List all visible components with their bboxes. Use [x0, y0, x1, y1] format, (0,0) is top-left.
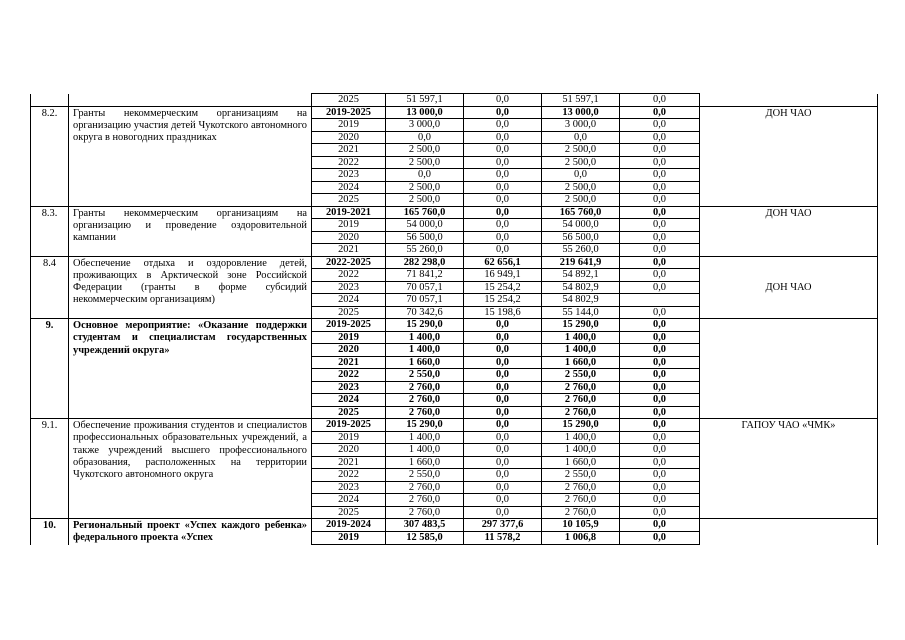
total-cell: 2 500,0	[386, 156, 464, 169]
federal-budget-cell: 0,0	[464, 156, 542, 169]
district-budget-cell: 0,0	[542, 131, 620, 144]
executor-cell: ДОН ЧАО	[700, 256, 878, 319]
year-cell: 2019	[312, 532, 386, 545]
total-cell: 2 760,0	[386, 406, 464, 419]
district-budget-cell: 1 400,0	[542, 444, 620, 457]
year-cell: 2022	[312, 156, 386, 169]
table-row	[31, 256, 878, 269]
total-cell: 1 400,0	[386, 444, 464, 457]
total-cell: 282 298,0	[386, 256, 464, 269]
federal-budget-cell: 0,0	[464, 131, 542, 144]
total-cell: 71 841,2	[386, 269, 464, 282]
federal-budget-cell: 0,0	[464, 244, 542, 257]
total-cell: 1 400,0	[386, 331, 464, 344]
district-budget-cell: 2 760,0	[542, 394, 620, 407]
total-cell: 2 500,0	[386, 194, 464, 207]
year-cell: 2022-2025	[312, 256, 386, 269]
item-number: 8.4	[31, 256, 69, 319]
year-cell: 2022	[312, 369, 386, 382]
district-budget-cell: 15 290,0	[542, 319, 620, 332]
item-description: Региональный проект «Успех каждого ребенка» федерального проекта «Успех	[69, 519, 312, 545]
district-budget-cell: 3 000,0	[542, 119, 620, 132]
other-sources-cell: 0,0	[620, 356, 700, 369]
executor-cell	[700, 94, 878, 107]
table-row	[31, 519, 878, 532]
year-cell: 2023	[312, 381, 386, 394]
year-cell: 2024	[312, 181, 386, 194]
year-cell: 2024	[312, 294, 386, 307]
district-budget-cell: 13 000,0	[542, 106, 620, 119]
federal-budget-cell: 0,0	[464, 144, 542, 157]
district-budget-cell: 2 550,0	[542, 469, 620, 482]
item-number: 10.	[31, 519, 69, 545]
federal-budget-cell: 62 656,1	[464, 256, 542, 269]
table-row	[31, 94, 878, 107]
other-sources-cell: 0,0	[620, 369, 700, 382]
other-sources-cell: 0,0	[620, 481, 700, 494]
other-sources-cell: 0,0	[620, 331, 700, 344]
federal-budget-cell: 0,0	[464, 481, 542, 494]
district-budget-cell: 2 760,0	[542, 494, 620, 507]
district-budget-cell: 1 660,0	[542, 456, 620, 469]
district-budget-cell: 219 641,9	[542, 256, 620, 269]
executor-cell	[700, 519, 878, 545]
other-sources-cell: 0,0	[620, 469, 700, 482]
federal-budget-cell: 0,0	[464, 444, 542, 457]
federal-budget-cell: 0,0	[464, 506, 542, 519]
district-budget-cell: 165 760,0	[542, 206, 620, 219]
district-budget-cell: 54 000,0	[542, 219, 620, 232]
total-cell: 0,0	[386, 169, 464, 182]
total-cell: 2 760,0	[386, 506, 464, 519]
other-sources-cell: 0,0	[620, 156, 700, 169]
federal-budget-cell: 0,0	[464, 94, 542, 107]
other-sources-cell: 0,0	[620, 419, 700, 432]
other-sources-cell	[620, 294, 700, 307]
other-sources-cell: 0,0	[620, 206, 700, 219]
total-cell: 165 760,0	[386, 206, 464, 219]
year-cell: 2025	[312, 94, 386, 107]
total-cell: 1 400,0	[386, 431, 464, 444]
federal-budget-cell: 0,0	[464, 344, 542, 357]
district-budget-cell: 54 892,1	[542, 269, 620, 282]
federal-budget-cell: 0,0	[464, 369, 542, 382]
other-sources-cell: 0,0	[620, 119, 700, 132]
total-cell: 2 500,0	[386, 181, 464, 194]
district-budget-cell: 2 760,0	[542, 481, 620, 494]
district-budget-cell: 2 500,0	[542, 194, 620, 207]
district-budget-cell: 2 760,0	[542, 406, 620, 419]
federal-budget-cell: 0,0	[464, 331, 542, 344]
executor-cell	[700, 319, 878, 419]
other-sources-cell: 0,0	[620, 319, 700, 332]
other-sources-cell: 0,0	[620, 219, 700, 232]
other-sources-cell: 0,0	[620, 244, 700, 257]
federal-budget-cell: 15 198,6	[464, 306, 542, 319]
total-cell: 1 660,0	[386, 456, 464, 469]
district-budget-cell: 54 802,9	[542, 281, 620, 294]
federal-budget-cell: 0,0	[464, 219, 542, 232]
total-cell: 2 550,0	[386, 469, 464, 482]
table-row	[31, 319, 878, 332]
year-cell: 2019	[312, 119, 386, 132]
other-sources-cell: 0,0	[620, 281, 700, 294]
item-number: 9.1.	[31, 419, 69, 519]
executor-cell: ДОН ЧАО	[700, 206, 878, 256]
year-cell: 2021	[312, 456, 386, 469]
total-cell: 70 342,6	[386, 306, 464, 319]
federal-budget-cell: 16 949,1	[464, 269, 542, 282]
other-sources-cell: 0,0	[620, 94, 700, 107]
total-cell: 70 057,1	[386, 281, 464, 294]
other-sources-cell: 0,0	[620, 144, 700, 157]
year-cell: 2019-2025	[312, 106, 386, 119]
federal-budget-cell: 0,0	[464, 469, 542, 482]
district-budget-cell: 0,0	[542, 169, 620, 182]
year-cell: 2019-2024	[312, 519, 386, 532]
item-number: 8.2.	[31, 106, 69, 206]
year-cell: 2019	[312, 431, 386, 444]
federal-budget-cell: 297 377,6	[464, 519, 542, 532]
federal-budget-cell: 0,0	[464, 169, 542, 182]
other-sources-cell: 0,0	[620, 532, 700, 545]
district-budget-cell: 2 760,0	[542, 381, 620, 394]
year-cell: 2022	[312, 469, 386, 482]
other-sources-cell: 0,0	[620, 519, 700, 532]
year-cell: 2019	[312, 331, 386, 344]
federal-budget-cell: 0,0	[464, 356, 542, 369]
year-cell: 2019-2025	[312, 319, 386, 332]
district-budget-cell: 2 500,0	[542, 181, 620, 194]
total-cell: 54 000,0	[386, 219, 464, 232]
district-budget-cell: 1 660,0	[542, 356, 620, 369]
federal-budget-cell: 0,0	[464, 456, 542, 469]
year-cell: 2023	[312, 169, 386, 182]
federal-budget-cell: 0,0	[464, 181, 542, 194]
other-sources-cell: 0,0	[620, 344, 700, 357]
district-budget-cell: 55 260,0	[542, 244, 620, 257]
federal-budget-cell: 0,0	[464, 319, 542, 332]
total-cell: 0,0	[386, 131, 464, 144]
year-cell: 2021	[312, 144, 386, 157]
district-budget-cell: 2 500,0	[542, 156, 620, 169]
year-cell: 2023	[312, 481, 386, 494]
district-budget-cell: 51 597,1	[542, 94, 620, 107]
federal-budget-cell: 0,0	[464, 381, 542, 394]
year-cell: 2020	[312, 131, 386, 144]
item-number: 9.	[31, 319, 69, 419]
federal-budget-cell: 0,0	[464, 119, 542, 132]
other-sources-cell: 0,0	[620, 269, 700, 282]
year-cell: 2025	[312, 406, 386, 419]
other-sources-cell: 0,0	[620, 181, 700, 194]
total-cell: 15 290,0	[386, 419, 464, 432]
total-cell: 2 760,0	[386, 481, 464, 494]
total-cell: 307 483,5	[386, 519, 464, 532]
federal-budget-cell: 0,0	[464, 106, 542, 119]
other-sources-cell: 0,0	[620, 431, 700, 444]
district-budget-cell: 2 760,0	[542, 506, 620, 519]
total-cell: 15 290,0	[386, 319, 464, 332]
total-cell: 51 597,1	[386, 94, 464, 107]
total-cell: 2 550,0	[386, 369, 464, 382]
total-cell: 3 000,0	[386, 119, 464, 132]
other-sources-cell: 0,0	[620, 394, 700, 407]
district-budget-cell: 55 144,0	[542, 306, 620, 319]
federal-budget-cell: 0,0	[464, 431, 542, 444]
total-cell: 2 760,0	[386, 381, 464, 394]
other-sources-cell: 0,0	[620, 506, 700, 519]
item-description: Гранты некоммерческим организациям на организацию и проведение оздоровительной кампании	[69, 206, 312, 256]
other-sources-cell: 0,0	[620, 231, 700, 244]
executor-cell: ГАПОУ ЧАО «ЧМК»	[700, 419, 878, 519]
district-budget-cell: 2 500,0	[542, 144, 620, 157]
federal-budget-cell: 0,0	[464, 206, 542, 219]
other-sources-cell: 0,0	[620, 406, 700, 419]
year-cell: 2024	[312, 394, 386, 407]
federal-budget-cell: 15 254,2	[464, 281, 542, 294]
district-budget-cell: 56 500,0	[542, 231, 620, 244]
table-row	[31, 419, 878, 432]
total-cell: 1 400,0	[386, 344, 464, 357]
federal-budget-cell: 0,0	[464, 494, 542, 507]
item-description: Обеспечение проживания студентов и специалистов профессиональных образовательных учреждений, а также учреждений высшего профессионального образования, расположенных на территории Чукотского автономного округа	[69, 419, 312, 519]
federal-budget-cell: 11 578,2	[464, 532, 542, 545]
table-row	[31, 206, 878, 219]
table-row	[31, 106, 878, 119]
other-sources-cell: 0,0	[620, 444, 700, 457]
district-budget-cell: 1 400,0	[542, 331, 620, 344]
year-cell: 2019-2025	[312, 419, 386, 432]
year-cell: 2020	[312, 231, 386, 244]
district-budget-cell: 15 290,0	[542, 419, 620, 432]
total-cell: 12 585,0	[386, 532, 464, 545]
year-cell: 2025	[312, 506, 386, 519]
federal-budget-cell: 0,0	[464, 406, 542, 419]
year-cell: 2020	[312, 444, 386, 457]
description-cell	[69, 94, 312, 107]
year-cell: 2019	[312, 219, 386, 232]
item-number: 8.3.	[31, 206, 69, 256]
year-cell: 2020	[312, 344, 386, 357]
other-sources-cell: 0,0	[620, 131, 700, 144]
year-cell: 2025	[312, 194, 386, 207]
other-sources-cell: 0,0	[620, 456, 700, 469]
budget-table	[30, 93, 878, 545]
other-sources-cell: 0,0	[620, 381, 700, 394]
year-cell: 2021	[312, 244, 386, 257]
district-budget-cell: 10 105,9	[542, 519, 620, 532]
item-description: Основное мероприятие: «Оказание поддержки студентам и специалистам государственных учреждений округа»	[69, 319, 312, 419]
total-cell: 56 500,0	[386, 231, 464, 244]
total-cell: 1 660,0	[386, 356, 464, 369]
district-budget-cell: 2 550,0	[542, 369, 620, 382]
district-budget-cell: 1 400,0	[542, 431, 620, 444]
year-cell: 2022	[312, 269, 386, 282]
total-cell: 2 760,0	[386, 494, 464, 507]
table-body	[31, 94, 878, 545]
year-cell: 2023	[312, 281, 386, 294]
year-cell: 2024	[312, 494, 386, 507]
total-cell: 70 057,1	[386, 294, 464, 307]
other-sources-cell: 0,0	[620, 256, 700, 269]
total-cell: 55 260,0	[386, 244, 464, 257]
other-sources-cell: 0,0	[620, 306, 700, 319]
item-description: Гранты некоммерческим организациям на организацию участия детей Чукотского автономного округа в новогодних праздниках	[69, 106, 312, 206]
executor-cell: ДОН ЧАО	[700, 106, 878, 206]
other-sources-cell: 0,0	[620, 494, 700, 507]
federal-budget-cell: 0,0	[464, 194, 542, 207]
year-cell: 2019-2021	[312, 206, 386, 219]
federal-budget-cell: 15 254,2	[464, 294, 542, 307]
other-sources-cell: 0,0	[620, 194, 700, 207]
item-description: Обеспечение отдыха и оздоровление детей, проживающих в Арктической зоне Российской Федерации (гранты в форме субсидий некоммерческим организациям)	[69, 256, 312, 319]
year-cell: 2025	[312, 306, 386, 319]
total-cell: 13 000,0	[386, 106, 464, 119]
number-cell	[31, 94, 69, 107]
year-cell: 2021	[312, 356, 386, 369]
total-cell: 2 500,0	[386, 144, 464, 157]
federal-budget-cell: 0,0	[464, 231, 542, 244]
federal-budget-cell: 0,0	[464, 419, 542, 432]
district-budget-cell: 1 006,8	[542, 532, 620, 545]
total-cell: 2 760,0	[386, 394, 464, 407]
federal-budget-cell: 0,0	[464, 394, 542, 407]
district-budget-cell: 1 400,0	[542, 344, 620, 357]
other-sources-cell: 0,0	[620, 106, 700, 119]
other-sources-cell: 0,0	[620, 169, 700, 182]
district-budget-cell: 54 802,9	[542, 294, 620, 307]
